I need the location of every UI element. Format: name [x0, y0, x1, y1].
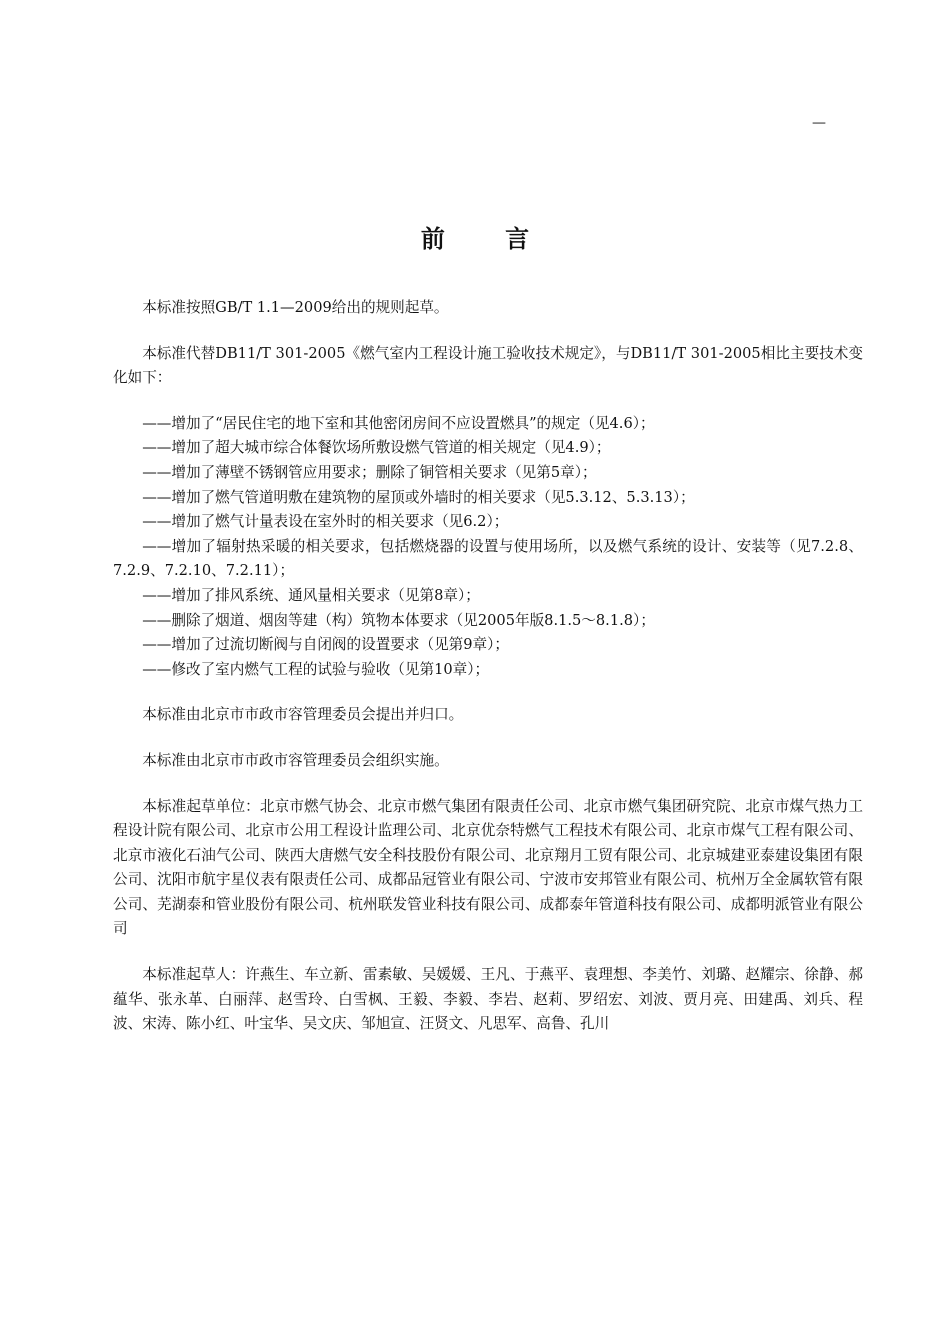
- foreword-body: [113, 296, 863, 1037]
- drafting-units-paragraph: 本标准起草单位：北京市燃气协会、北京市燃气集团有限责任公司、北京市燃气集团研究院、北京市煤气热力工程设计院有限公司、北京市公用工程设计监理公司、北京优奈特燃气工程技术有限公司、北京市煤气工程有限公司、北京市液化石油气公司、陕西大唐燃气安全科技股份有限公司、北京翔月工贸有限公司、北京城建亚泰建设集团有限公司、沈阳市航宇星仪表有限责任公司、成都品冠管业有限公司、宁波市安邦管业有限公司、杭州万全金属软管有限公司、芜湖泰和管业股份有限公司、杭州联发管业科技有限公司、成都泰年管道科技有限公司、成都明派管业有限公司: [113, 797, 863, 938]
- drafting-rule-paragraph: 本标准按照GB/T 1.1—2009给出的规则起草。: [142, 299, 449, 316]
- page-marker: —: [812, 115, 826, 131]
- list-item: ——增加了过流切断阀与自闭阀的设置要求（见第9章）；: [142, 636, 510, 654]
- replacement-paragraph: 本标准代替DB11/T 301-2005《燃气室内工程设计施工验收技术规定》，与DB11/T 301-2005相比主要技术变化如下：: [113, 344, 863, 387]
- list-item: ——增加了排风系统、通风量相关要求（见第8章）；: [142, 586, 480, 604]
- list-item: ——增加了辐射热采暖的相关要求，包括燃烧器的设置与使用场所，以及燃气系统的设计、安装等（见7.2.8、7.2.9、7.2.10、7.2.11）；: [113, 537, 863, 580]
- technical-changes-list: [113, 412, 863, 683]
- list-item: ——增加了超大城市综合体餐饮场所敷设燃气管道的相关规定（见4.9）；: [142, 439, 611, 457]
- list-item: ——增加了薄壁不锈钢管应用要求；删除了铜管相关要求（见第5章）；: [142, 463, 597, 481]
- list-item: ——修改了室内燃气工程的试验与验收（见第10章）；: [142, 660, 490, 678]
- list-item: ——增加了燃气计量表设在室外时的相关要求（见6.2）；: [142, 513, 509, 531]
- list-item: ——增加了燃气管道明敷在建筑物的屋顶或外墙时的相关要求（见5.3.12、5.3.13）；: [142, 488, 695, 506]
- page-title: 前 言: [420, 225, 556, 254]
- drafters-paragraph: 本标准起草人：许燕生、车立新、雷素敏、吴媛媛、王凡、于燕平、袁理想、李美竹、刘璐、赵耀宗、徐静、郝蕴华、张永革、白丽萍、赵雪玲、白雪枫、王毅、李毅、李岩、赵莉、罗绍宏、刘波、贾月亮、田建禹、刘兵、程波、宋涛、陈小红、叶宝华、吴文庆、邹旭宣、汪贤文、凡思军、高鲁、孔川: [113, 966, 863, 1033]
- list-item: ——增加了“居民住宅的地下室和其他密闭房间不应设置燃具”的规定（见4.6）；: [142, 414, 655, 432]
- list-item: ——删除了烟道、烟囱等建（构）筑物本体要求（见2005年版8.1.5～8.1.8）；: [142, 611, 655, 629]
- proposed-by-paragraph: 本标准由北京市市政市容管理委员会提出并归口。: [142, 706, 464, 724]
- implemented-by-paragraph: 本标准由北京市市政市容管理委员会组织实施。: [142, 751, 449, 769]
